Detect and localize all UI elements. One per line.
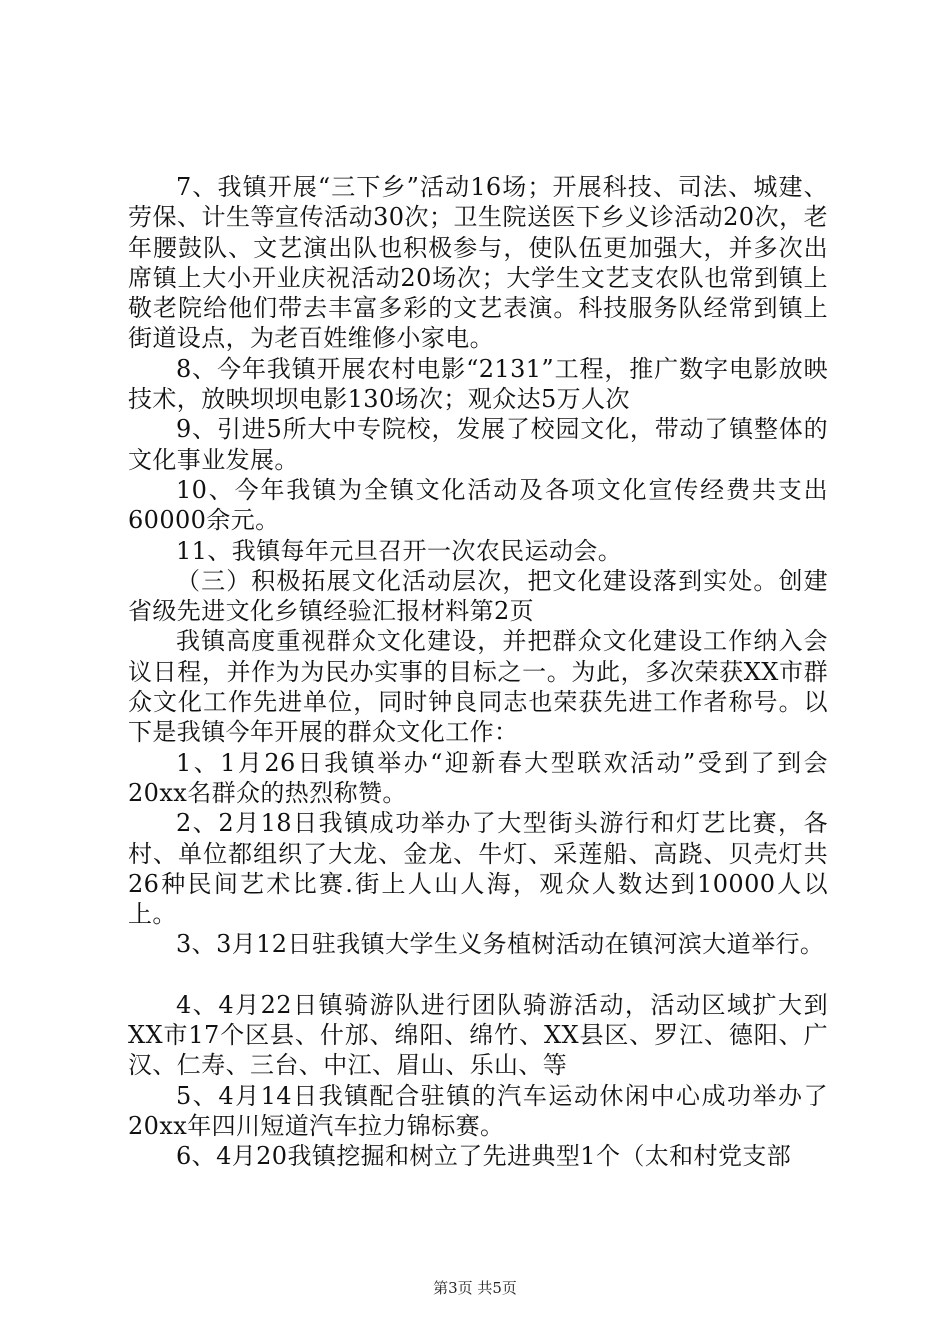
- paragraph-9: 9、引进5所大中专院校，发展了校园文化，带动了镇整体的文化事业发展。: [128, 415, 828, 474]
- paragraph-item-2: 2、2月18日我镇成功举办了大型街头游行和灯艺比赛，各村、单位都组织了大龙、金龙、牛灯、采莲船、高跷、贝壳灯共26种民间艺术比赛.街上人山人海，观众人数达到10000人以上。: [128, 809, 828, 929]
- paragraph-10: 10、今年我镇为全镇文化活动及各项文化宣传经费共支出60000余元。: [128, 475, 828, 535]
- paragraph-item-3: 3、3月12日驻我镇大学生义务植树活动在镇河滨大道举行。: [176, 930, 825, 959]
- paragraph-11: 11、我镇每年元旦召开一次农民运动会。: [176, 536, 623, 565]
- paragraph-item-6: 6、4月20我镇挖掘和树立了先进典型1个（太和村党支部: [176, 1142, 792, 1171]
- section-heading-3: （三）积极拓展文化活动层次，把文化建设落到实处。创建省级先进文化乡镇经验汇报材料第2页: [128, 566, 828, 626]
- paragraph-intro: 我镇高度重视群众文化建设，并把群众文化建设工作纳入会议日程，并作为为民办实事的目标之一。为此，多次荣获XX市群众文化工作先进单位，同时钟良同志也荣获先进工作者称号。以下是我镇今年开展的群众文化工作：: [128, 627, 828, 747]
- document-body: [128, 172, 828, 1172]
- paragraph-7: 7、我镇开展“三下乡”活动16场；开展科技、司法、城建、劳保、计生等宣传活动30次；卫生院送医下乡义诊活动20次，老年腰鼓队、文艺演出队也积极参与，使队伍更加强大，并多次出席镇上大小开业庆祝活动20场次；大学生文艺支农队也常到镇上敬老院给他们带去丰富多彩的文艺表演。科技服务队经常到镇上街道设点，为老百姓维修小家电。: [128, 173, 828, 353]
- paragraph-item-4: 4、4月22日镇骑游队进行团队骑游活动，活动区域扩大到XX市17个区县、什邡、绵阳、绵竹、XX县区、罗江、德阳、广汉、仁寿、三台、中江、眉山、乐山、等: [128, 990, 828, 1080]
- page-footer: 第3页 共5页: [433, 1279, 517, 1297]
- paragraph-item-1: 1、1月26日我镇举办“迎新春大型联欢活动”受到了到会20xx名群众的热烈称赞。: [128, 748, 828, 807]
- paragraph-8: 8、今年我镇开展农村电影“2131”工程，推广数字电影放映技术，放映坝坝电影130场次；观众达5万人次: [128, 354, 828, 414]
- paragraph-item-5: 5、4月14日我镇配合驻镇的汽车运动休闲中心成功举办了20xx年四川短道汽车拉力锦标赛。: [128, 1081, 828, 1140]
